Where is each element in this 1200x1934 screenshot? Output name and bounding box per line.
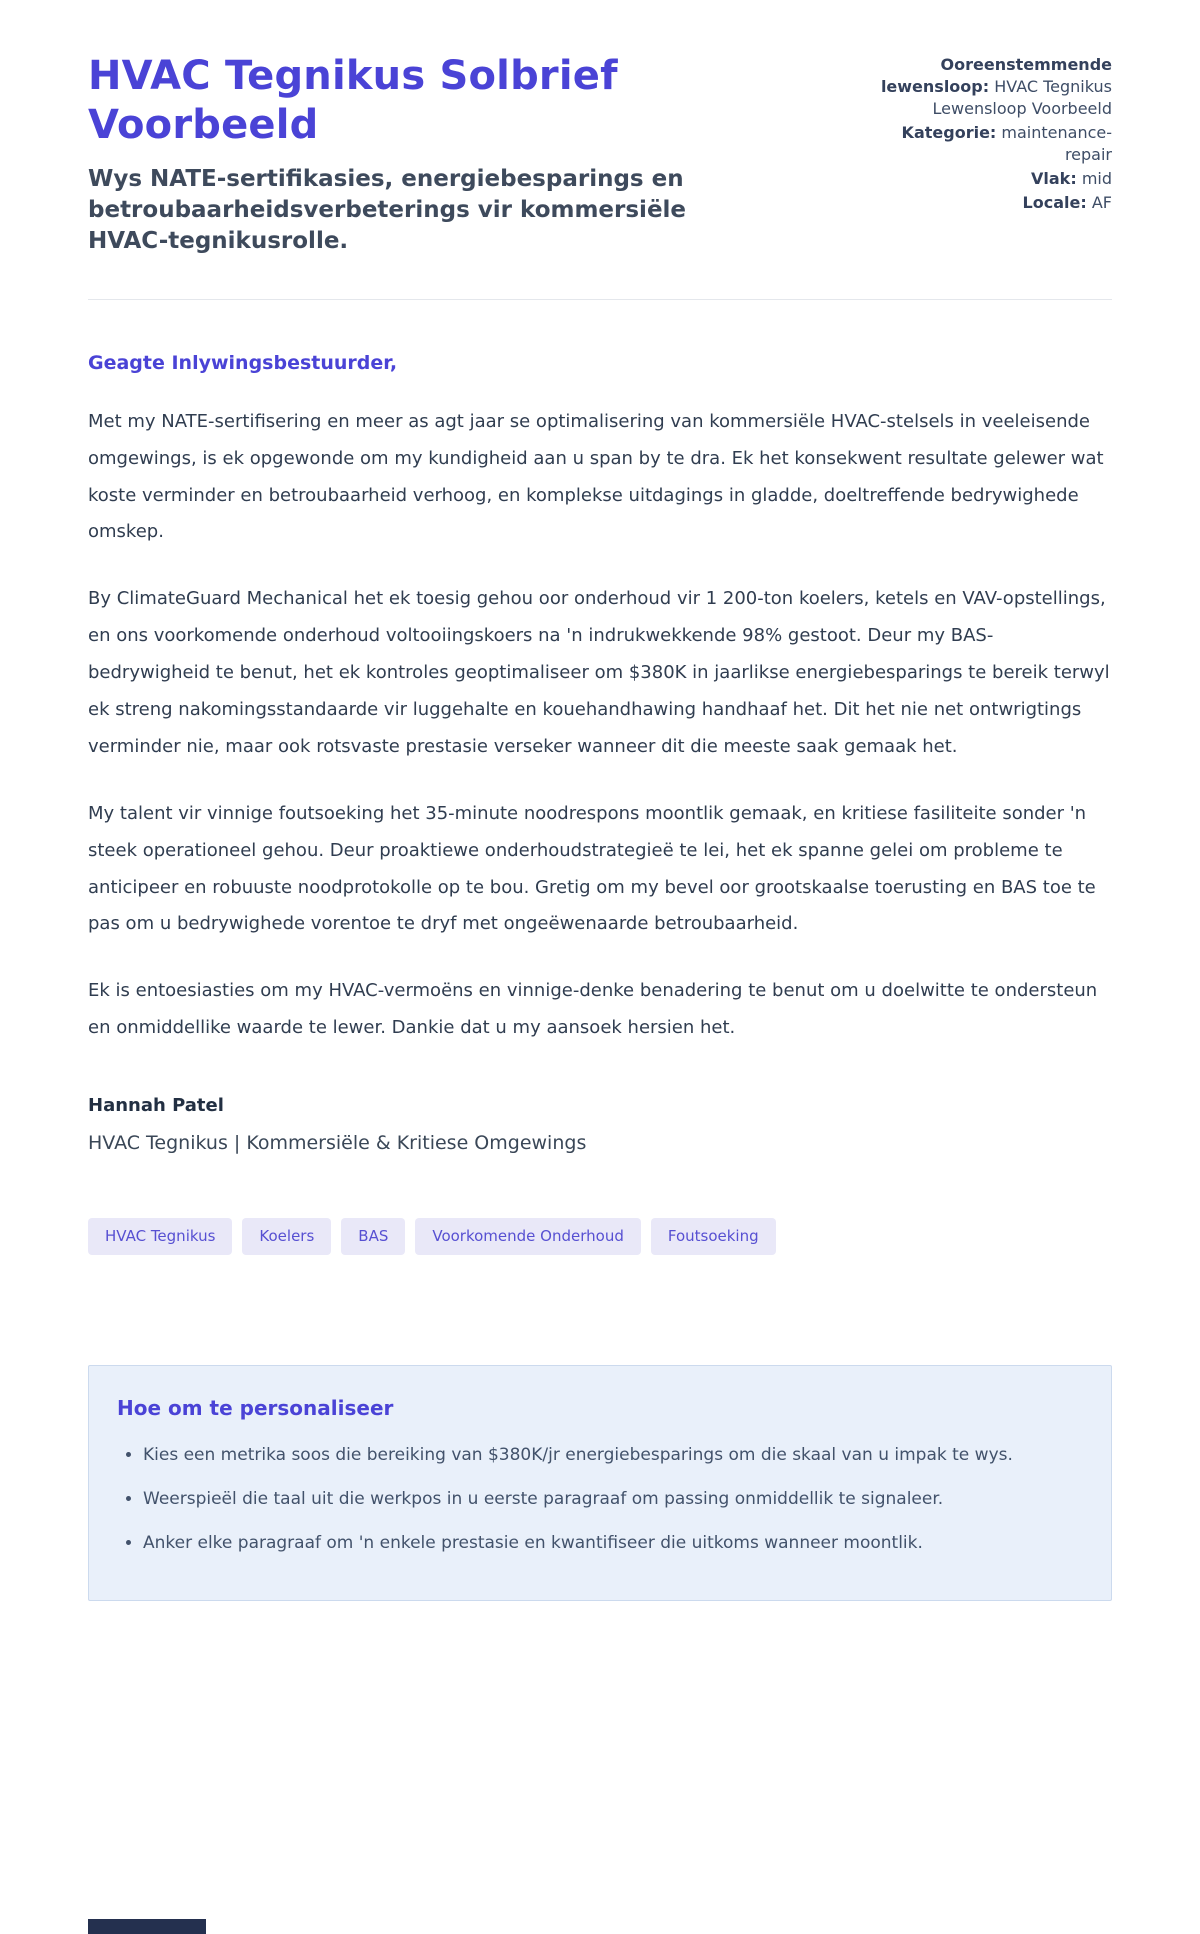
meta-value: maintenance-repair <box>1001 123 1112 165</box>
letter-paragraph: Ek is entoesiasties om my HVAC-vermoëns en vinnige-denke benadering te benut om u doelwitte te ondersteun en onmiddellike waarde te lewer. Dankie dat u my aansoek hersien het. <box>88 980 1098 1039</box>
tag-chip[interactable]: Foutsoeking <box>651 1218 776 1255</box>
meta-row <box>867 122 1112 166</box>
footer-section-cutoff <box>88 1919 206 1934</box>
meta-value: AF <box>1091 193 1112 213</box>
letter-greeting: Geagte Inlywingsbestuurder, <box>88 351 398 374</box>
tips-list <box>117 1438 1083 1560</box>
tip-item: • Anker elke paragraaf om 'n enkele prestasie en kwantifiseer die uitkoms wanneer moontlik. <box>143 1526 1083 1560</box>
title-block <box>88 52 867 257</box>
signature-name: Hannah Patel <box>88 1095 224 1117</box>
page-header <box>88 52 1112 257</box>
signature-role: HVAC Tegnikus | Kommersiële & Kritiese Omgewings <box>88 1132 587 1155</box>
tag-list <box>88 1218 1112 1255</box>
meta-row <box>867 192 1112 214</box>
tip-item: • Weerspieël die taal uit die werkpos in u eerste paragraaf om passing onmiddellik te signaleer. <box>143 1482 1083 1516</box>
header-meta <box>867 52 1112 217</box>
tag-chip[interactable]: BAS <box>341 1218 405 1255</box>
meta-label: Kategorie: <box>901 123 997 143</box>
tip-item: • Kies een metrika soos die bereiking van $380K/jr energiebesparings om die skaal van u impak te wys. <box>143 1438 1083 1472</box>
page-subtitle: Wys NATE-sertifikasies, energiebesparings en betroubaarheidsverbeterings vir kommersiële HVAC-tegnikusrolle. <box>88 165 687 254</box>
tips-heading: Hoe om te personaliseer <box>117 1396 394 1421</box>
tag-chip[interactable]: Voorkomende Onderhoud <box>415 1218 641 1255</box>
tag-chip[interactable]: Koelers <box>242 1218 331 1255</box>
letter-paragraph: My talent vir vinnige foutsoeking het 35-minute noodrespons moontlik gemaak, en kritiese fasiliteite sonder 'n steek operationeel gehou. Deur proaktiewe onderhoudstrategieë te lei, het ek spanne gelei om probleme te anticipeer en robuuste noodprotokolle op te bou. Gretig om my bevel oor grootskaalse toerusting en BAS toe te pas om u bedrywighede vorentoe te dryf met ongeëwenaarde betroubaarheid. <box>88 802 1096 935</box>
page-title: HVAC Tegnikus Solbrief Voorbeeld <box>88 53 618 148</box>
letter-body <box>88 352 1112 1154</box>
meta-row <box>867 54 1112 120</box>
meta-value: HVAC Tegnikus Lewensloop Voorbeeld <box>932 77 1112 119</box>
personalization-tips-box <box>88 1365 1112 1601</box>
meta-value: mid <box>1081 169 1112 189</box>
meta-label: Vlak: <box>1031 169 1077 189</box>
tag-chip[interactable]: HVAC Tegnikus <box>88 1218 232 1255</box>
letter-paragraphs <box>88 404 1112 1047</box>
divider <box>88 299 1112 300</box>
letter-paragraph: Met my NATE-sertifisering en meer as agt jaar se optimalisering van kommersiële HVAC-stelsels in veeleisende omgewings, is ek opgewonde om my kundigheid aan u span by te dra. Ek het konsekwent resultate gelewer wat koste verminder en betroubaarheid verhoog, en komplekse uitdagings in gladde, doeltreffende bedrywighede omskep. <box>88 410 1104 543</box>
meta-label: Locale: <box>1022 193 1087 213</box>
letter-paragraph: By ClimateGuard Mechanical het ek toesig gehou oor onderhoud vir 1 200-ton koelers, ketels en VAV-opstellings, en ons voorkomende onderhoud voltooiingskoers na 'n indrukwekkende 98% gestoot. Deur my BAS-bedrywigheid te benut, het ek kontroles geoptimaliseer om $380K in jaarlikse energiebesparings te bereik terwyl ek streng nakomingsstandaarde vir luggehalte en kouehandhawing handhaaf het. Dit het nie net ontwrigtings verminder nie, maar ook rotsvaste prestasie verseker wanneer dit die meeste saak gemaak het. <box>88 588 1110 757</box>
meta-label: Ooreenstemmende lewensloop: <box>880 55 1112 97</box>
meta-row <box>867 168 1112 190</box>
